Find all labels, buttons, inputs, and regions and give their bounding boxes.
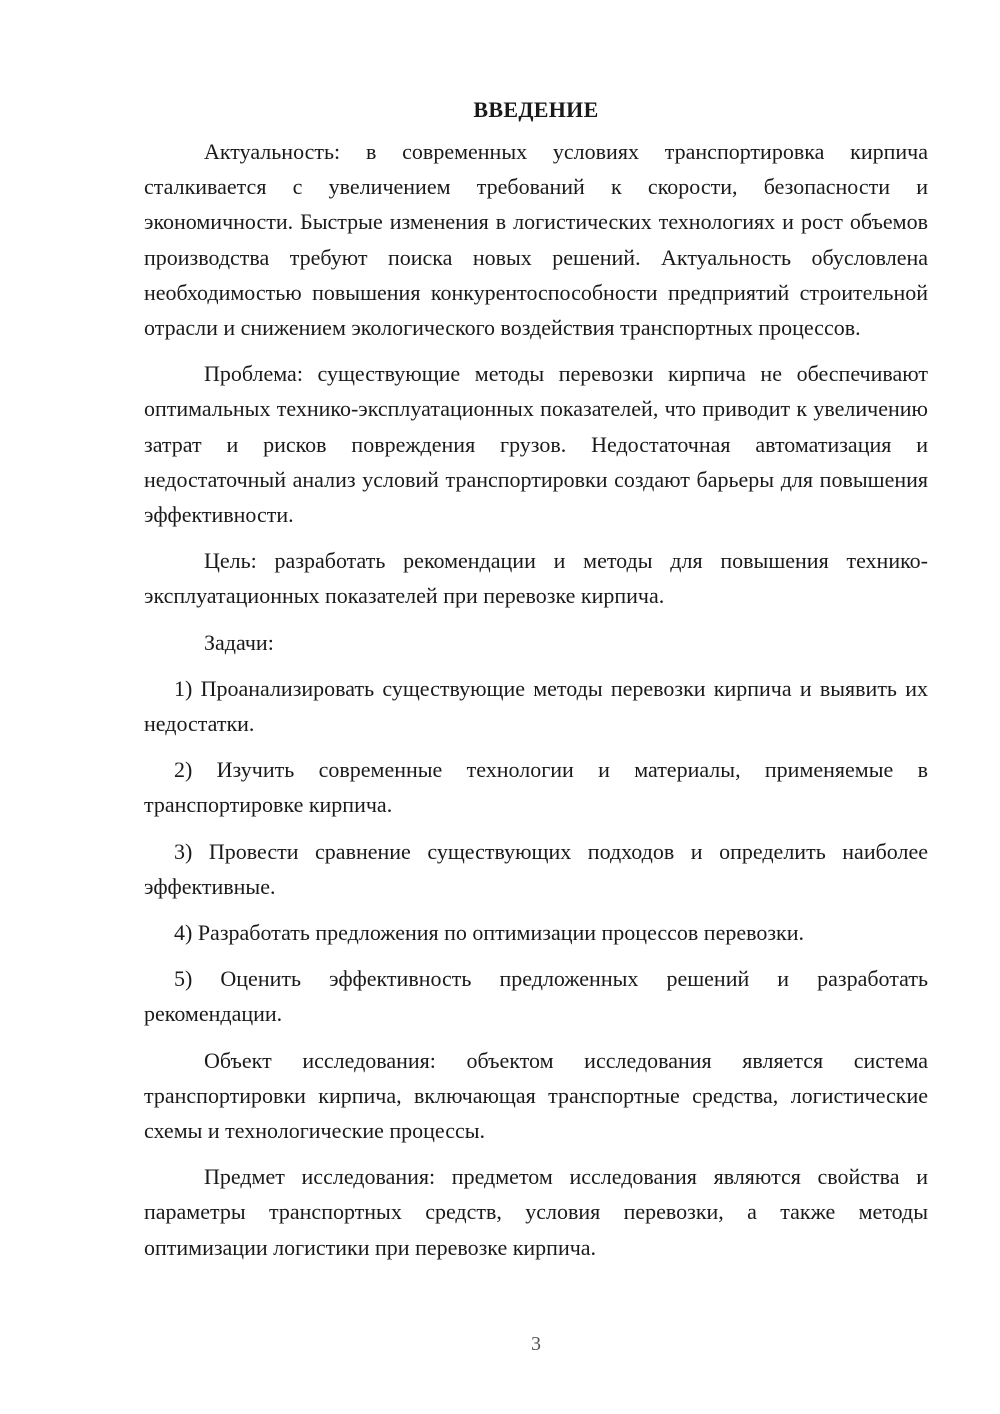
task-item: 3) Провести сравнение существующих подходов и определить наиболее эффективные. <box>144 838 928 899</box>
task-item: 5) Оценить эффективность предложенных решений и разработать рекомендации. <box>144 966 928 1027</box>
paragraph-subject: Предмет исследования: предметом исследования являются свойства и параметры транспортных средств, условия перевозки, а также методы оптимизации логистики при перевозке кирпича. <box>144 1164 928 1260</box>
paragraph-tasks-heading: Задачи: <box>204 629 274 655</box>
task-item: 2) Изучить современные технологии и материалы, применяемые в транспортировке кирпича. <box>144 757 928 818</box>
page-number: 3 <box>531 1333 541 1355</box>
document-page <box>144 96 928 1276</box>
page-title: ВВЕДЕНИЕ <box>473 97 599 122</box>
paragraph-object: Объект исследования: объектом исследования является система транспортировки кирпича, включающая транспортные средства, логистические схемы и технологические процессы. <box>144 1047 928 1144</box>
paragraph-problem: Проблема: существующие методы перевозки кирпича не обеспечивают оптимальных технико-эксплуатационных показателей, что приводит к увеличению затрат и рисков повреждения грузов. Недостаточная автоматизация и недостаточный анализ условий транспортировки создают барьеры для повышения эффективности. <box>144 361 928 528</box>
task-item: 4) Разработать предложения по оптимизации процессов перевозки. <box>174 920 804 946</box>
paragraph-relevance: Актуальность: в современных условиях транспортировка кирпича сталкивается с увеличением требований к скорости, безопасности и экономичности. Быстрые изменения в логистических технологиях и рост объемов производства требуют поиска новых решений. Актуальность обусловлена необходимостью повышения конкурентоспособности предприятий строительной отрасли и снижением экологического воздействия транспортных процессов. <box>144 139 928 341</box>
task-item: 1) Проанализировать существующие методы перевозки кирпича и выявить их недостатки. <box>144 675 928 737</box>
paragraph-goal: Цель: разработать рекомендации и методы для повышения технико-эксплуатационных показателей при перевозке кирпича. <box>144 548 928 609</box>
